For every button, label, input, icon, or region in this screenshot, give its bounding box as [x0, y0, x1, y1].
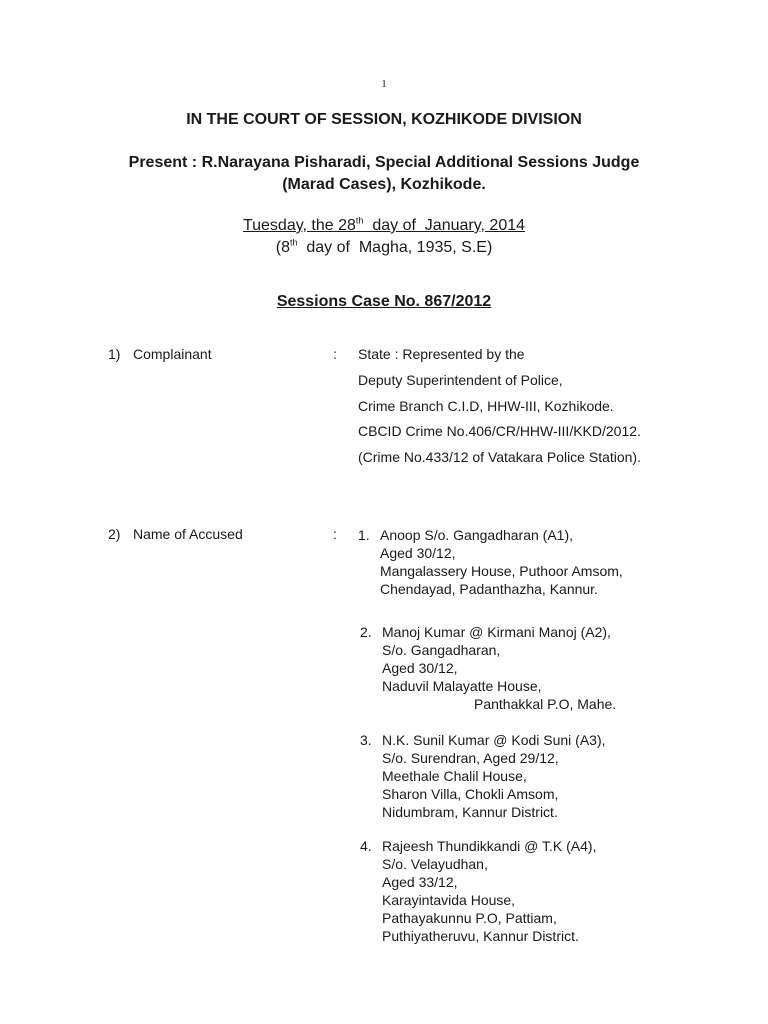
accused-line: Karayintavida House,	[382, 892, 516, 908]
complainant-line: State : Represented by the	[358, 346, 525, 362]
judgment-date	[0, 215, 768, 259]
accused-line: Aged 33/12,	[382, 874, 458, 890]
presiding-judge	[0, 152, 768, 196]
accused-item-number: 4.	[360, 838, 372, 854]
complainant-number: 1)	[108, 346, 121, 362]
accused-line: Pathayakunnu P.O, Pattiam,	[382, 910, 557, 926]
accused-line: Meethale Chalil House,	[382, 768, 527, 784]
complainant-details	[358, 342, 641, 471]
accused-line: Chendayad, Padanthazha, Kannur.	[380, 581, 598, 597]
alt-rest: day of Magha, 1935, S.E)	[297, 239, 493, 256]
accused-line: Mangalassery House, Puthoor Amsom,	[380, 563, 623, 579]
accused-line: Puthiyatheruvu, Kannur District.	[382, 928, 579, 944]
accused-line: Sharon Villa, Chokli Amsom,	[382, 786, 559, 802]
date-malayalam-era	[0, 237, 768, 259]
accused-line: S/o. Surendran, Aged 29/12,	[382, 750, 559, 766]
page-number: 1	[381, 78, 387, 90]
complainant-line: Deputy Superintendent of Police,	[358, 371, 563, 388]
present-line-2: (Marad Cases), Kozhikode.	[282, 176, 486, 193]
accused-line: S/o. Velayudhan,	[382, 856, 488, 872]
accused-line: Anoop S/o. Gangadharan (A1),	[380, 527, 574, 543]
accused-line: Nidumbram, Kannur District.	[382, 804, 558, 820]
complainant-line: Crime Branch C.I.D, HHW-III, Kozhikode.	[358, 397, 614, 414]
accused-line: Aged 30/12,	[380, 545, 456, 561]
accused-line: S/o. Gangadharan,	[382, 642, 501, 658]
accused-line: N.K. Sunil Kumar @ Kodi Suni (A3),	[382, 732, 606, 748]
accused-line: Rajeesh Thundikkandi @ T.K (A4),	[382, 838, 597, 854]
present-line-1: Present : R.Narayana Pisharadi, Special Additional Sessions Judge	[128, 154, 640, 171]
complainant-line: CBCID Crime No.406/CR/HHW-III/KKD/2012.	[358, 423, 641, 440]
accused-item-number: 3.	[360, 732, 372, 748]
accused-line: Panthakkal P.O, Mahe.	[474, 696, 617, 712]
accused-item-number: 1.	[358, 527, 370, 543]
complainant-label: Complainant	[133, 346, 212, 362]
accused-colon: :	[333, 526, 337, 542]
alt-open: (8	[275, 239, 290, 256]
date-suffix: day of January, 2014	[363, 217, 526, 234]
accused-item-number: 2.	[360, 624, 372, 640]
case-number: Sessions Case No. 867/2012	[276, 293, 492, 310]
complainant-colon: :	[333, 346, 337, 362]
date-gregorian	[0, 215, 768, 237]
accused-label: Name of Accused	[133, 526, 243, 542]
accused-line: Aged 30/12,	[382, 660, 458, 676]
date-prefix: Tuesday, the 28	[242, 217, 356, 234]
court-title: IN THE COURT OF SESSION, KOZHIKODE DIVISION	[186, 111, 582, 128]
accused-line: Naduvil Malayatte House,	[382, 678, 542, 694]
accused-number: 2)	[108, 526, 121, 542]
accused-line: Manoj Kumar @ Kirmani Manoj (A2),	[382, 624, 611, 640]
alt-sup: th	[289, 237, 298, 248]
date-sup: th	[355, 215, 364, 226]
complainant-line: (Crime No.433/12 of Vatakara Police Station).	[358, 449, 641, 466]
